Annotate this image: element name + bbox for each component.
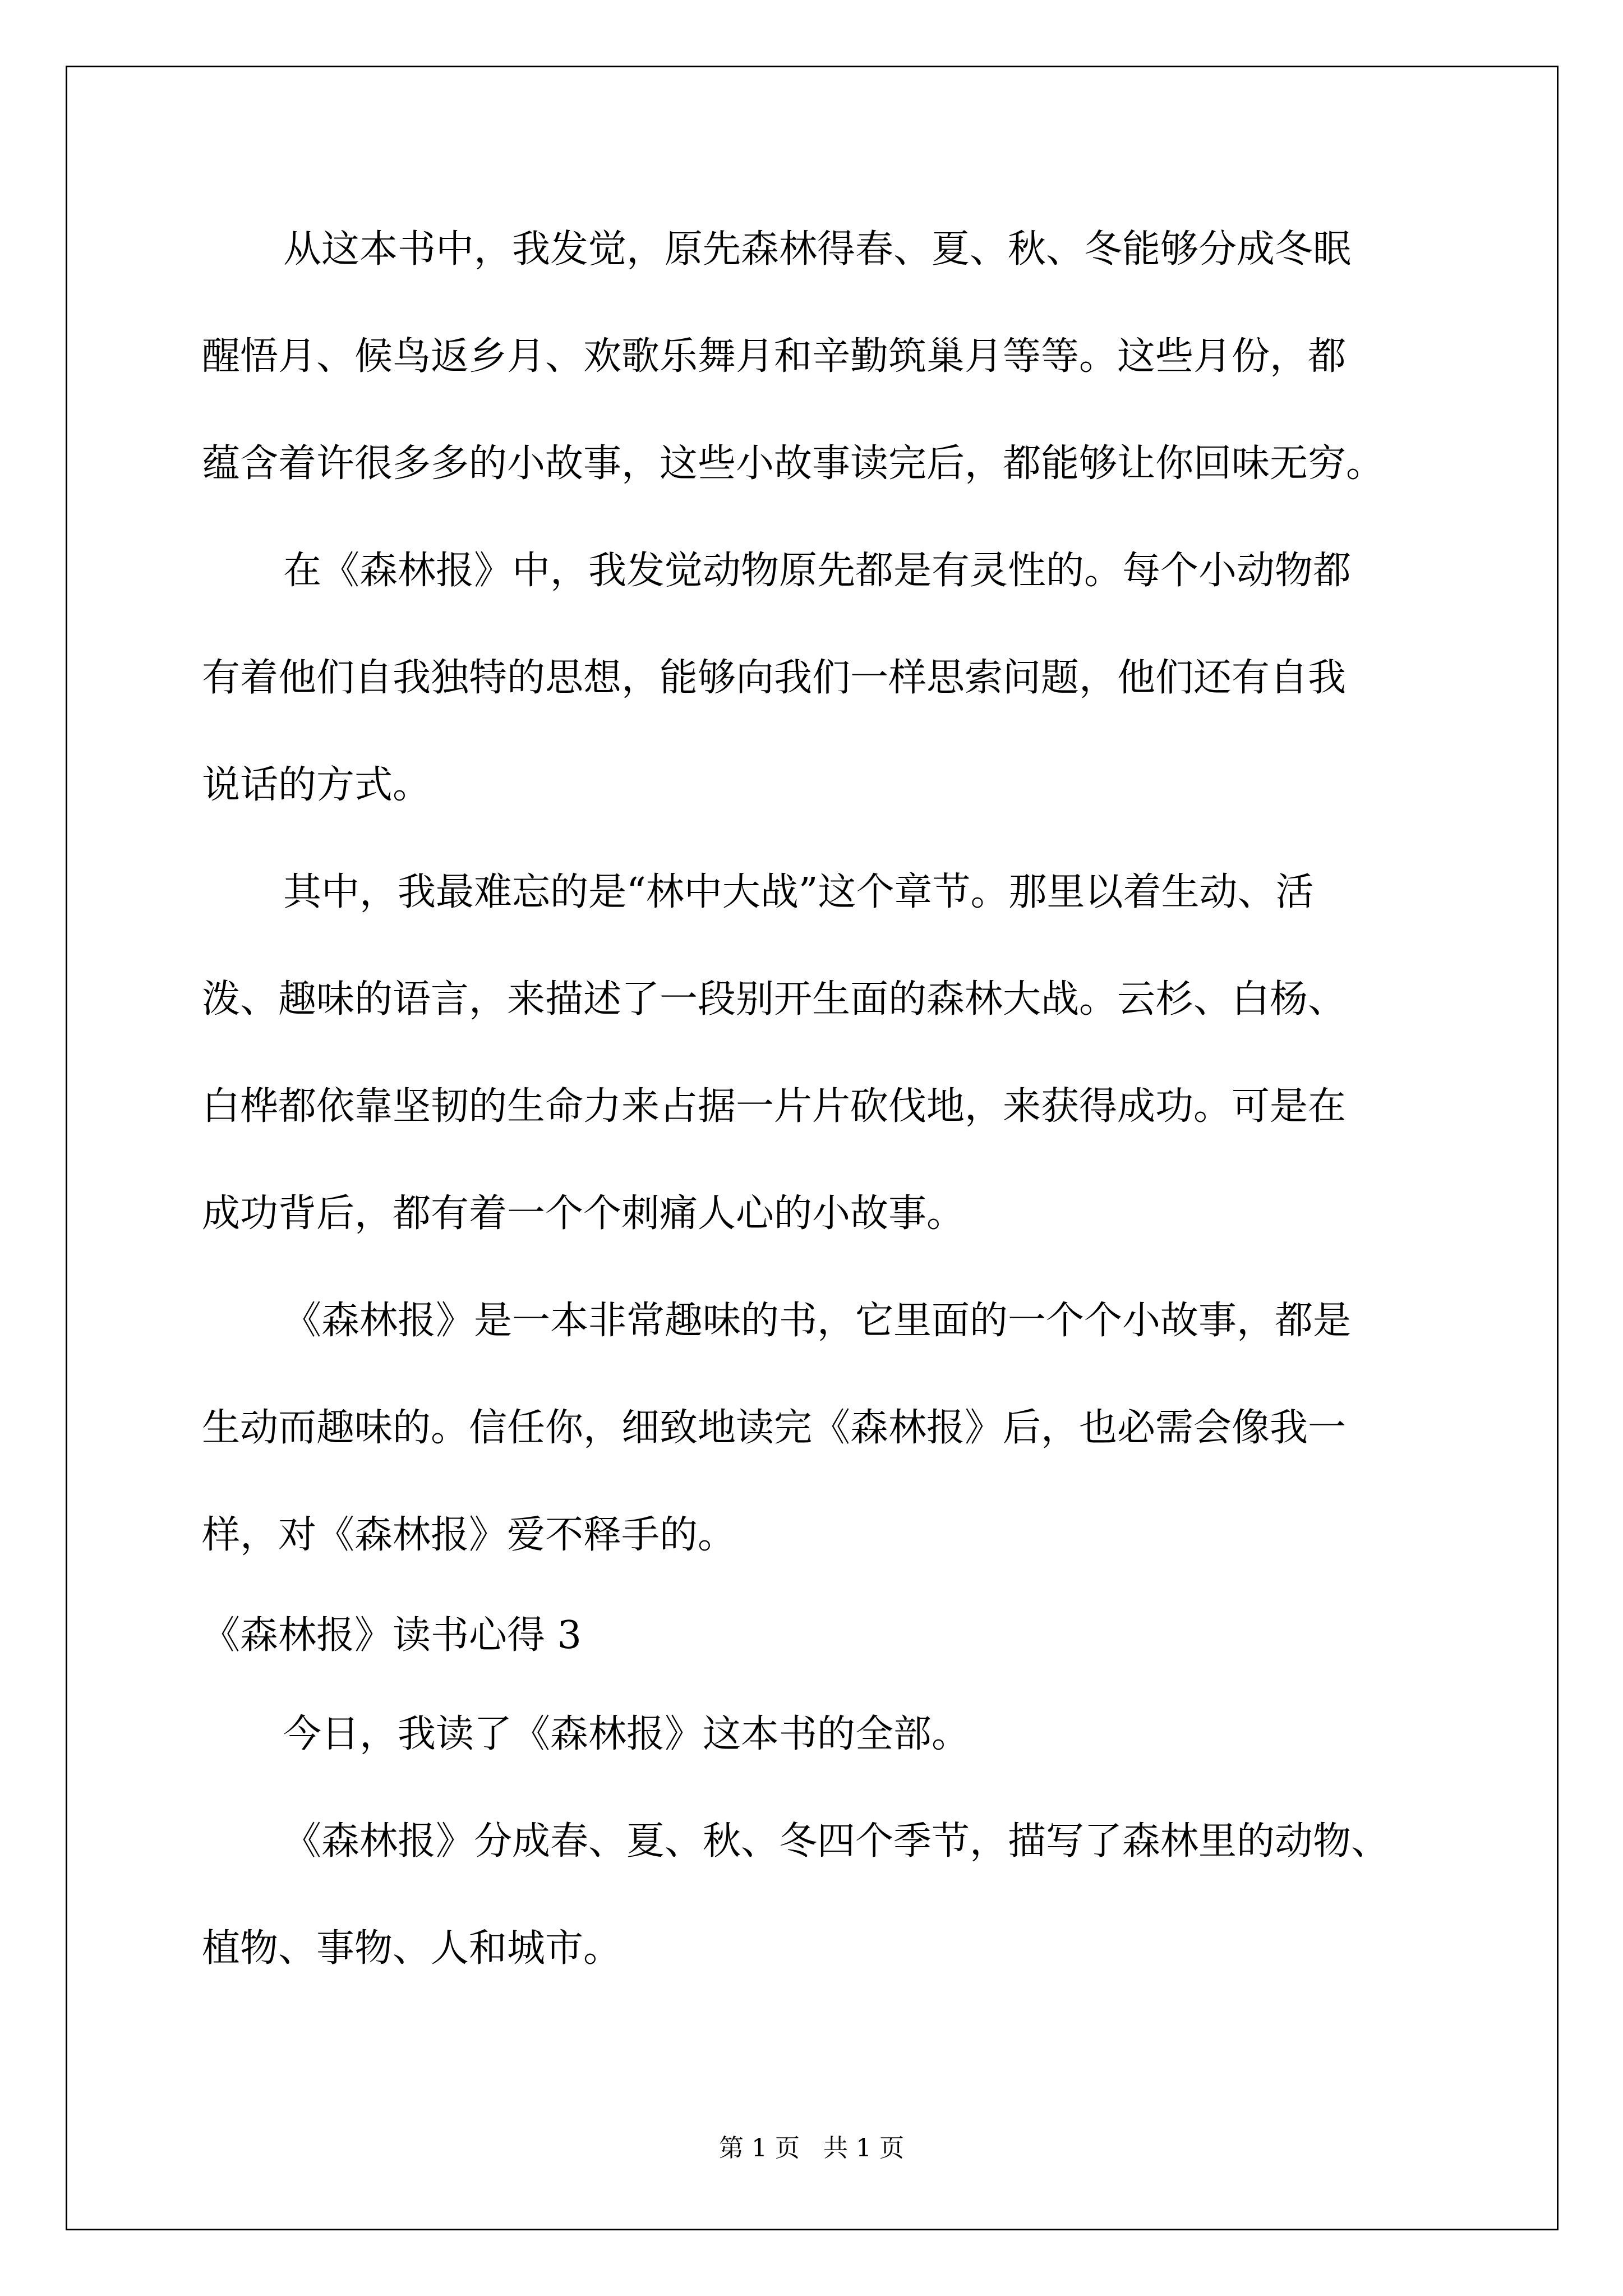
paragraph-4-line-2: 生动而趣味的。信任你，细致地读完《森林报》后，也必需会像我一: [202, 1406, 1347, 1450]
paragraph-3-line-2: 泼、趣味的语言，来描述了一段别开生面的森林大战。云杉、白杨、: [202, 977, 1347, 1022]
paragraph-6-line-1: 《森林报》分成春、夏、秋、冬四个季节，描写了森林里的动物、: [283, 1819, 1390, 1864]
section-heading: 《森林报》读书心得 3: [202, 1613, 582, 1658]
paragraph-2-line-1: 在《森林报》中，我发觉动物原先都是有灵性的。每个小动物都: [283, 549, 1352, 593]
paragraph-5-line-1: 今日，我读了《森林报》这本书的全部。: [283, 1712, 970, 1756]
paragraph-2-line-2: 有着他们自我独特的思想，能够向我们一样思索问题，他们还有自我: [202, 656, 1347, 700]
paragraph-1-line-1: 从这本书中，我发觉，原先森林得春、夏、秋、冬能够分成冬眠: [283, 227, 1352, 272]
paragraph-6-line-2: 植物、事物、人和城市。: [202, 1926, 622, 1971]
page-border: [66, 66, 1559, 2230]
paragraph-1-line-2: 醒悟月、候鸟返乡月、欢歌乐舞月和辛勤筑巢月等等。这些月份，都: [202, 334, 1347, 379]
paragraph-4-line-1: 《森林报》是一本非常趣味的书，它里面的一个个小故事，都是: [283, 1299, 1352, 1343]
paragraph-3-line-1: 其中，我最难忘的是“林中大战”这个章节。那里以着生动、活: [283, 870, 1314, 914]
paragraph-4-line-3: 样，对《森林报》爱不释手的。: [202, 1513, 736, 1557]
paragraph-3-line-3: 白桦都依靠坚韧的生命力来占据一片片砍伐地，来获得成功。可是在: [202, 1084, 1347, 1129]
paragraph-3-line-4: 成功背后，都有着一个个刺痛人心的小故事。: [202, 1191, 965, 1236]
paragraph-1-line-3: 蕴含着许很多多的小故事，这些小故事读完后，都能够让你回味无穷。: [202, 441, 1385, 486]
paragraph-2-line-3: 说话的方式。: [202, 763, 431, 807]
page-footer: 第 1 页 共 1 页: [719, 2134, 904, 2162]
